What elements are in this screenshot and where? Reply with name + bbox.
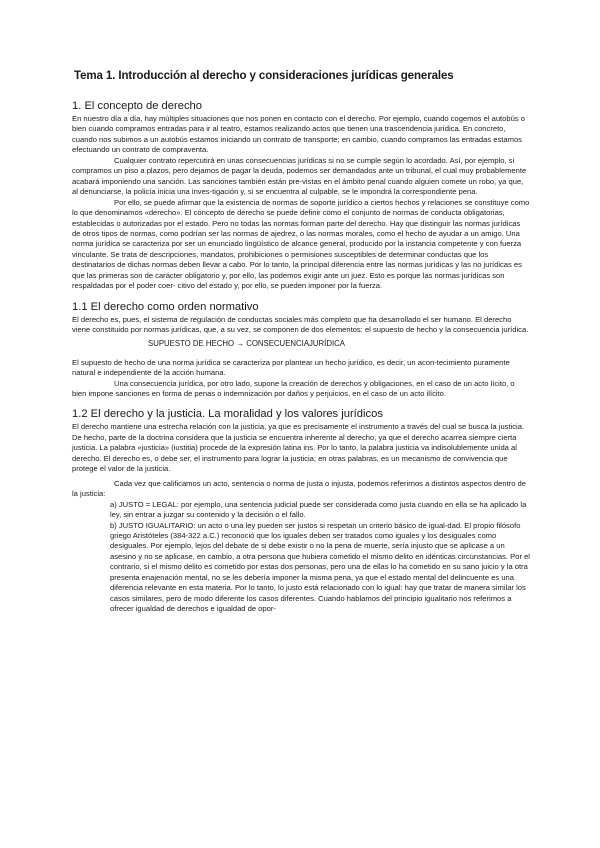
section-heading-justicia: 1.2 El derecho y la justicia. La moralidad y los valores jurídicos bbox=[72, 408, 383, 421]
paragraph: Cualquier contrato repercutirá en unas consecuencias jurídicas si no se cumple según lo acordado. Así, por ejemplo, si compramos un piso a plazos, pero dejamos de pagar la deuda, podemos ser demandados ante un tribunal, el cual muy probablemente acabará imponiendo una sanción. Las sanciones también están pre-vistas en el ámbito penal cuando alguien comete un robo, ya que, al denunciarse, la policía inicia una inves-tigación y, si se encuentra al culpable, se le impondrá la correspondiente pena. bbox=[72, 155, 527, 197]
paragraph: Por ello, se puede afirmar que la existencia de normas de soporte jurídico a ciertos hechos y relaciones se constituye como lo que denominamos «derecho». El concepto de derecho se puede definir como el conjunto de normas de conducta obligatorias, establecidas o autorizadas por el estado. Pero no todas las normas forman parte del derecho. Hay que distinguir las normas jurídicas de otros tipos de normas, como podrían ser las normas de ajedrez, o las normas morales, como el hecho de ayudar a un amigo. Una norma jurídica se caracteriza por ser un enunciado lingüístico de alcance general, producido por la instancia competente y con fuerza vinculante. Se trata de descripciones, mandatos, prohibiciones o permisiones susceptibles de determinar conductas que los destinatarios de dichas normas deben llevar a cabo. Por lo tanto, la principal diferencia entre las normas jurídicas y las no jurídicas es que las primeras son de carácter obligatorio y, por ello, las podemos exigir ante un juez. Esto es porque las normas jurídicas son respaldadas por el poder coer- citivo del estado y, por ello, se pueden imponer por la fuerza. bbox=[72, 197, 530, 291]
formula-supuesto-consecuencia: SUPUESTO DE HECHO → CONSECUENCIAJURÍDICA bbox=[148, 338, 345, 348]
list-item: b) JUSTO IGUALITARIO: un acto o una ley pueden ser justos si respetan un criterio básico de igual-dad. El propio filósofo griego Aristóteles (384-322 a.C.) reconoció que los iguales deben ser tratados como iguales y los desiguales como desiguales. Por ejemplo, lejos del debate de si debe existir o no la pena de muerte, sería injusto que se aplicase a un asesino y no se aplicase, en cambio, a otra persona que hubiera cometido el mismo delito en idénticas circunstancias. Por el contrario, si el mismo delito es cometido por estas dos personas, pero una de ellas lo ha cometido en su sano juicio y la otra presenta enajenación mental, no se les debería imponer la misma pena, ya que el estado mental del delincuente es una diferencia relevante en esta materia. Por lo tanto, lo justo está relacionado con lo igual: hay que tratar de manera similar los casos similares, pero de modo diferente los casos diferentes. Cuando hablamos del principio igualitario nos referimos a ofrecer igualdad de derechos e igualdad de opor- bbox=[110, 520, 530, 614]
list-item: a) JUSTO = LEGAL: por ejemplo, una sentencia judicial puede ser considerada como justa cuando en ella se ha aplicado la ley, sin entrar a juzgar su contenido y la decisión o el fallo. bbox=[110, 499, 527, 520]
section-heading-orden-normativo: 1.1 El derecho como orden normativo bbox=[72, 300, 259, 313]
page-title: Tema 1. Introducción al derecho y consideraciones jurídicas generales bbox=[74, 70, 454, 82]
paragraph: El derecho es, pues, el sistema de regulación de conductas sociales más completo que ha desarrollado el ser humano. El derecho viene constituido por normas jurídicas, que, a su vez, se componen de dos elementos: el supuesto de hecho y la consecuencia jurídica. bbox=[72, 314, 529, 335]
paragraph: Una consecuencia jurídica, por otro lado, supone la creación de derechos y obligaciones, en el caso de un acto lícito, o bien impone sanciones en forma de penas o indemnización por daños y perjuicios, en el caso de un acto ilícito. bbox=[72, 378, 515, 398]
paragraph: Cada vez que calificamos un acto, sentencia o norma de justa o injusta, podemos referirnos a distintos aspectos dentro de la justicia: bbox=[72, 478, 526, 499]
section-heading-concepto: 1. El concepto de derecho bbox=[72, 100, 202, 112]
paragraph: En nuestro día a día, hay múltiples situaciones que nos ponen en contacto con el derecho. Por ejemplo, cuando cogemos el autobús o bien cuando compramos entradas para ir al teatro, estamos realizando actos que tienen una trascendencia jurídica. En concreto, cuando nos subimos a un autobús estamos iniciando un contrato de transporte; en cambio, cuando compramos las entradas estamos efectuando un contrato de compraventa. bbox=[72, 114, 525, 155]
paragraph: El derecho mantiene una estrecha relación con la justicia, ya que es precisamente el instrumento a través del cual se busca la justicia. De hecho, parte de la doctrina considera que la justicia se encuentra inherente al derecho, ya que el derecho acarrea siempre cierta justicia. La palabra «justicia» (iustitia) procede de la expresión latina ins. Por lo tanto, la palabra justicia va indisolublemente unida al derecho. El derecho es, o debe ser, el instrumento para lograr la justicia; en otras palabras, es un mecanismo de convivencia que protege el valor de la justicia. bbox=[72, 422, 525, 474]
paragraph: El supuesto de hecho de una norma jurídica se caracteriza por plantear un hecho jurídico, es decir, un acon-tecimiento puramente natural e independiente de la acción humana. bbox=[72, 357, 510, 378]
